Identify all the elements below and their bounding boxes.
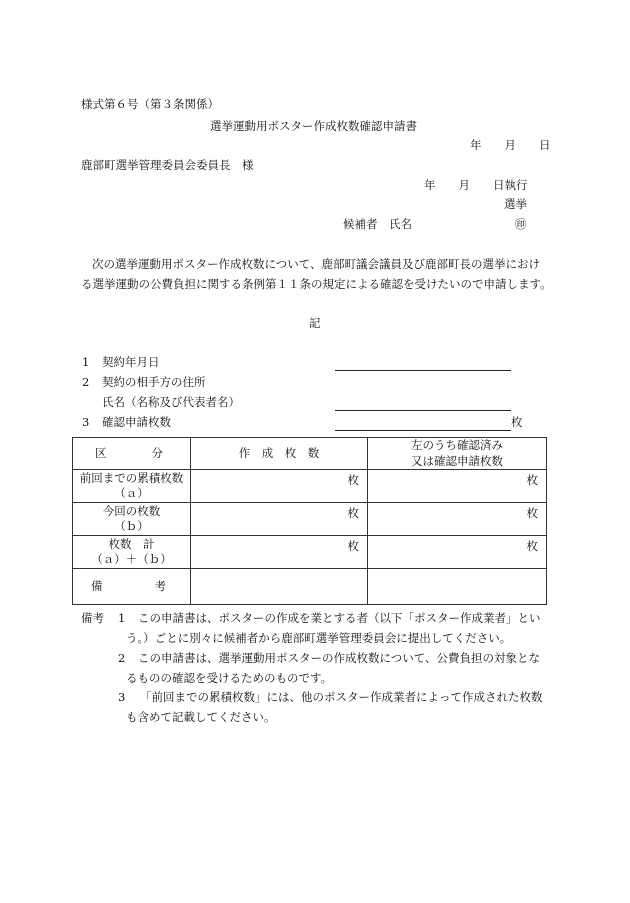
note2-line2: るものの確認を受けるためのものです。: [126, 671, 333, 685]
submission-date: 年 月 日: [470, 138, 551, 152]
note2-line1: この申請書は、選挙運動用ポスターの作成枚数について、公費負担の対象とな: [138, 651, 541, 665]
row-total-label: 枚数 計 （ａ）＋（ｂ）: [73, 536, 191, 569]
row-cumulative-created[interactable]: 枚: [191, 470, 368, 503]
table-row: [73, 503, 547, 536]
item2-number: 2: [82, 375, 90, 389]
election-name: 選挙: [504, 197, 527, 211]
header-category: 区 分: [73, 438, 191, 470]
note3-number: 3: [118, 690, 126, 704]
note3-line2: も含めて記載してください。: [126, 710, 276, 724]
table-header-row: [73, 438, 547, 470]
item3-field[interactable]: [335, 430, 511, 431]
ki-heading: 記: [309, 316, 321, 330]
item3-label: 確認申請枚数: [102, 415, 171, 429]
row-current-confirmed[interactable]: 枚: [368, 503, 547, 536]
header-created-count: 作 成 枚 数: [191, 438, 368, 470]
document-title: 選挙運動用ポスター作成枚数確認申請書: [210, 119, 417, 133]
header-confirmed-count: 左のうち確認済み 又は確認申請枚数: [368, 438, 547, 470]
note1-line2: う。）ごとに別々に候補者から鹿部町選挙管理委員会に提出してください。: [126, 631, 512, 645]
row-current-label: 今回の枚数 （ｂ）: [73, 503, 191, 536]
count-table: [72, 437, 547, 605]
notes-label: 備考: [81, 611, 104, 625]
row-cumulative-confirmed[interactable]: 枚: [368, 470, 547, 503]
row-total-confirmed[interactable]: 枚: [368, 536, 547, 569]
candidate-label: 候補者 氏名: [343, 217, 412, 231]
table-row: [73, 536, 547, 569]
item1-number: 1: [82, 355, 90, 369]
item2-label: 契約の相手方の住所: [102, 375, 206, 389]
item3-number: 3: [82, 415, 90, 429]
note1-number: 1: [118, 611, 126, 625]
body-text-line1: 次の選挙運動用ポスター作成枚数について、鹿部町議会議員及び鹿部町長の選挙におけ: [92, 257, 541, 271]
body-text-line2: る選挙運動の公費負担に関する条例第１１条の規定による確認を受けたいので申請します。: [81, 277, 552, 291]
row-remarks-confirmed[interactable]: [368, 569, 547, 605]
seal-mark: ㊞: [515, 217, 527, 231]
row-cumulative-label: 前回までの累積枚数 （ａ）: [73, 470, 191, 503]
table-row: [73, 569, 547, 605]
item1-field[interactable]: [335, 370, 511, 371]
row-current-created[interactable]: 枚: [191, 503, 368, 536]
row-remarks-label: 備 考: [73, 569, 191, 605]
note1-line1: この申請書は、ポスターの作成を業とする者（以下「ポスター作成業者」とい: [138, 611, 541, 625]
row-total-created[interactable]: 枚: [191, 536, 368, 569]
item2-field[interactable]: [335, 410, 511, 411]
item1-label: 契約年月日: [102, 355, 160, 369]
table-row: [73, 470, 547, 503]
election-date: 年 月 日執行: [424, 178, 528, 192]
item3-unit: 枚: [511, 415, 523, 429]
row-remarks-created[interactable]: [191, 569, 368, 605]
note3-line1: 「前回までの累積枚数」には、他のポスター作成業者によって作成された枚数: [140, 690, 543, 704]
addressee: 鹿部町選挙管理委員会委員長 様: [81, 158, 254, 172]
note2-number: 2: [118, 651, 126, 665]
item2-sublabel: 氏名（名称及び代表者名）: [102, 395, 240, 409]
form-number: 様式第６号（第３条関係）: [81, 97, 219, 111]
